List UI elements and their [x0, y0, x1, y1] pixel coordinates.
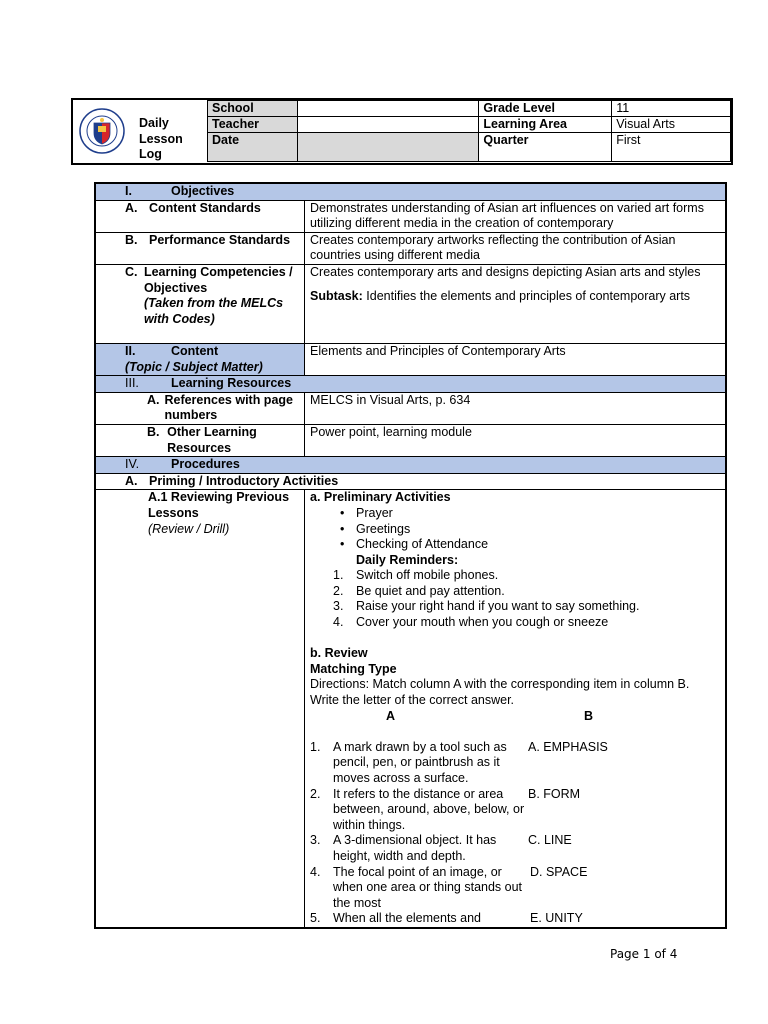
item-text: Raise your right hand if you want to say something.	[356, 599, 640, 614]
list-item	[310, 740, 720, 787]
list-item: • Prayer	[340, 505, 393, 520]
list-item	[310, 865, 720, 912]
teacher-field[interactable]	[297, 117, 479, 133]
header-info-table	[207, 100, 731, 162]
subtask-label: Subtask:	[310, 288, 363, 303]
answer-choice: B. FORM	[528, 786, 581, 801]
row-label: References with page numbers	[164, 392, 293, 423]
row-label: A.1 Reviewing Previous Lessons	[148, 490, 290, 520]
references-row	[95, 392, 726, 424]
row-note: (Review / Drill)	[148, 521, 230, 536]
bullet-text: Greetings	[356, 521, 411, 536]
content-topic-text: Elements and Principles of Contemporary Arts	[305, 343, 727, 375]
other-resources-row	[95, 424, 726, 456]
row-label: Performance Standards	[149, 232, 291, 247]
item-letter: A.	[125, 200, 138, 215]
list-item	[310, 787, 720, 834]
list-item: • Checking of Attendance	[340, 537, 489, 552]
item-letter: A.	[125, 473, 138, 488]
item-text: Be quiet and pay attention.	[356, 583, 505, 598]
list-item: • Greetings	[340, 521, 411, 536]
date-field[interactable]	[297, 133, 479, 162]
section-number: IV.	[125, 457, 140, 472]
references-text: MELCS in Visual Arts, p. 634	[305, 392, 727, 424]
section-title: Learning Resources	[171, 376, 292, 391]
other-resources-text: Power point, learning module	[305, 424, 727, 456]
item-text: Switch off mobile phones.	[356, 568, 499, 583]
section-title: Content	[171, 343, 219, 358]
list-item	[333, 568, 720, 584]
daily-lesson-log-title	[139, 116, 199, 163]
list-item	[310, 911, 720, 927]
preliminary-title: a. Preliminary Activities	[310, 490, 451, 505]
question-text: A 3-dimensional object. It has height, width and depth.	[333, 833, 497, 863]
quarter-label: Quarter	[479, 133, 612, 162]
bullet-text: Checking of Attendance	[356, 537, 489, 552]
item-number: 2.	[333, 583, 344, 598]
item-number: 1.	[310, 739, 321, 754]
subtask-text: Identifies the elements and principles of contemporary arts	[366, 288, 691, 303]
grade-level-label: Grade Level	[479, 101, 612, 117]
section-number: II.	[125, 343, 136, 358]
section-title: Objectives	[171, 184, 235, 198]
title-line: Log	[139, 147, 162, 161]
answer-choice: C. LINE	[528, 833, 572, 848]
list-item	[333, 599, 720, 615]
content-row	[95, 343, 726, 375]
page-number: Page 1 of 4	[610, 947, 678, 961]
procedures-section-row	[95, 457, 726, 474]
learning-area-field[interactable]: Visual Arts	[612, 117, 731, 133]
performance-standards-row	[95, 232, 726, 264]
row-label: Other Learning Resources	[167, 424, 257, 455]
competencies-row	[95, 264, 726, 343]
date-label: Date	[208, 133, 298, 162]
quarter-field[interactable]: First	[612, 133, 731, 162]
directions-text: Directions: Match column A with the corresponding item in column B. Write the letter of the correct answer.	[310, 677, 690, 708]
question-text: When all the elements and	[333, 911, 482, 926]
list-item	[333, 615, 720, 631]
bullet-text: Prayer	[356, 505, 393, 520]
reviewing-row	[95, 490, 726, 928]
matching-title: Matching Type	[310, 661, 397, 676]
column-headers	[310, 709, 720, 725]
lesson-log-header	[71, 98, 733, 165]
answer-choice: A. EMPHASIS	[528, 739, 608, 754]
answer-choice: D. SPACE	[530, 864, 588, 879]
question-text: A mark drawn by a tool such as pencil, pen, or paintbrush as it moves across a surface.	[333, 739, 507, 785]
section-number: III.	[125, 376, 139, 391]
section-number: I.	[125, 184, 132, 198]
answer-choice: E. UNITY	[530, 911, 583, 926]
priming-row	[95, 473, 726, 490]
item-letter: A.	[147, 392, 160, 407]
learning-area-label: Learning Area	[479, 117, 612, 133]
item-number: 3.	[333, 599, 344, 614]
review-title: b. Review	[310, 646, 368, 661]
item-number: 5.	[310, 911, 321, 926]
list-item	[310, 833, 720, 864]
item-number: 4.	[333, 615, 344, 630]
title-line: Lesson	[139, 131, 183, 146]
section-title: Procedures	[171, 457, 240, 472]
school-label: School	[208, 101, 298, 117]
lesson-plan-table	[94, 182, 727, 929]
item-letter: C.	[125, 264, 138, 279]
row-label: Learning Competencies / Objectives	[143, 264, 293, 295]
teacher-label: Teacher	[208, 117, 298, 133]
item-number: 3.	[310, 833, 321, 848]
item-letter: B.	[125, 232, 138, 247]
performance-standards-text: Creates contemporary artworks reflecting the contribution of Asian countries using different media	[305, 232, 727, 264]
school-field[interactable]	[297, 101, 479, 117]
item-number: 1.	[333, 568, 344, 583]
deped-seal-icon	[79, 108, 125, 154]
item-number: 2.	[310, 786, 321, 801]
reminders-title: Daily Reminders:	[356, 552, 459, 567]
item-text: Cover your mouth when you cough or sneeze	[356, 615, 609, 630]
grade-level-field[interactable]: 11	[612, 101, 731, 117]
list-item	[333, 584, 720, 600]
row-label: Priming / Introductory Activities	[149, 473, 339, 488]
row-note: (Taken from the MELCs with Codes)	[143, 296, 284, 326]
item-number: 4.	[310, 864, 321, 879]
title-line: Daily	[139, 116, 169, 130]
question-text: It refers to the distance or area between, around, above, below, or within things.	[333, 786, 525, 832]
competencies-text: Creates contemporary arts and designs depicting Asian arts and styles	[310, 264, 701, 279]
row-label: Content Standards	[149, 200, 261, 215]
objectives-section-row	[95, 183, 726, 200]
column-b-header: B	[584, 708, 594, 723]
column-a-header: A	[386, 708, 396, 723]
learning-resources-section-row	[95, 376, 726, 393]
question-text: The focal point of an image, or when one area or thing stands out the most	[333, 864, 523, 910]
content-standards-text: Demonstrates understanding of Asian art influences on varied art forms utilizing different media in the creation of contemporary	[305, 200, 727, 232]
content-standards-row	[95, 200, 726, 232]
item-letter: B.	[147, 424, 160, 439]
section-note: (Topic / Subject Matter)	[125, 359, 263, 374]
